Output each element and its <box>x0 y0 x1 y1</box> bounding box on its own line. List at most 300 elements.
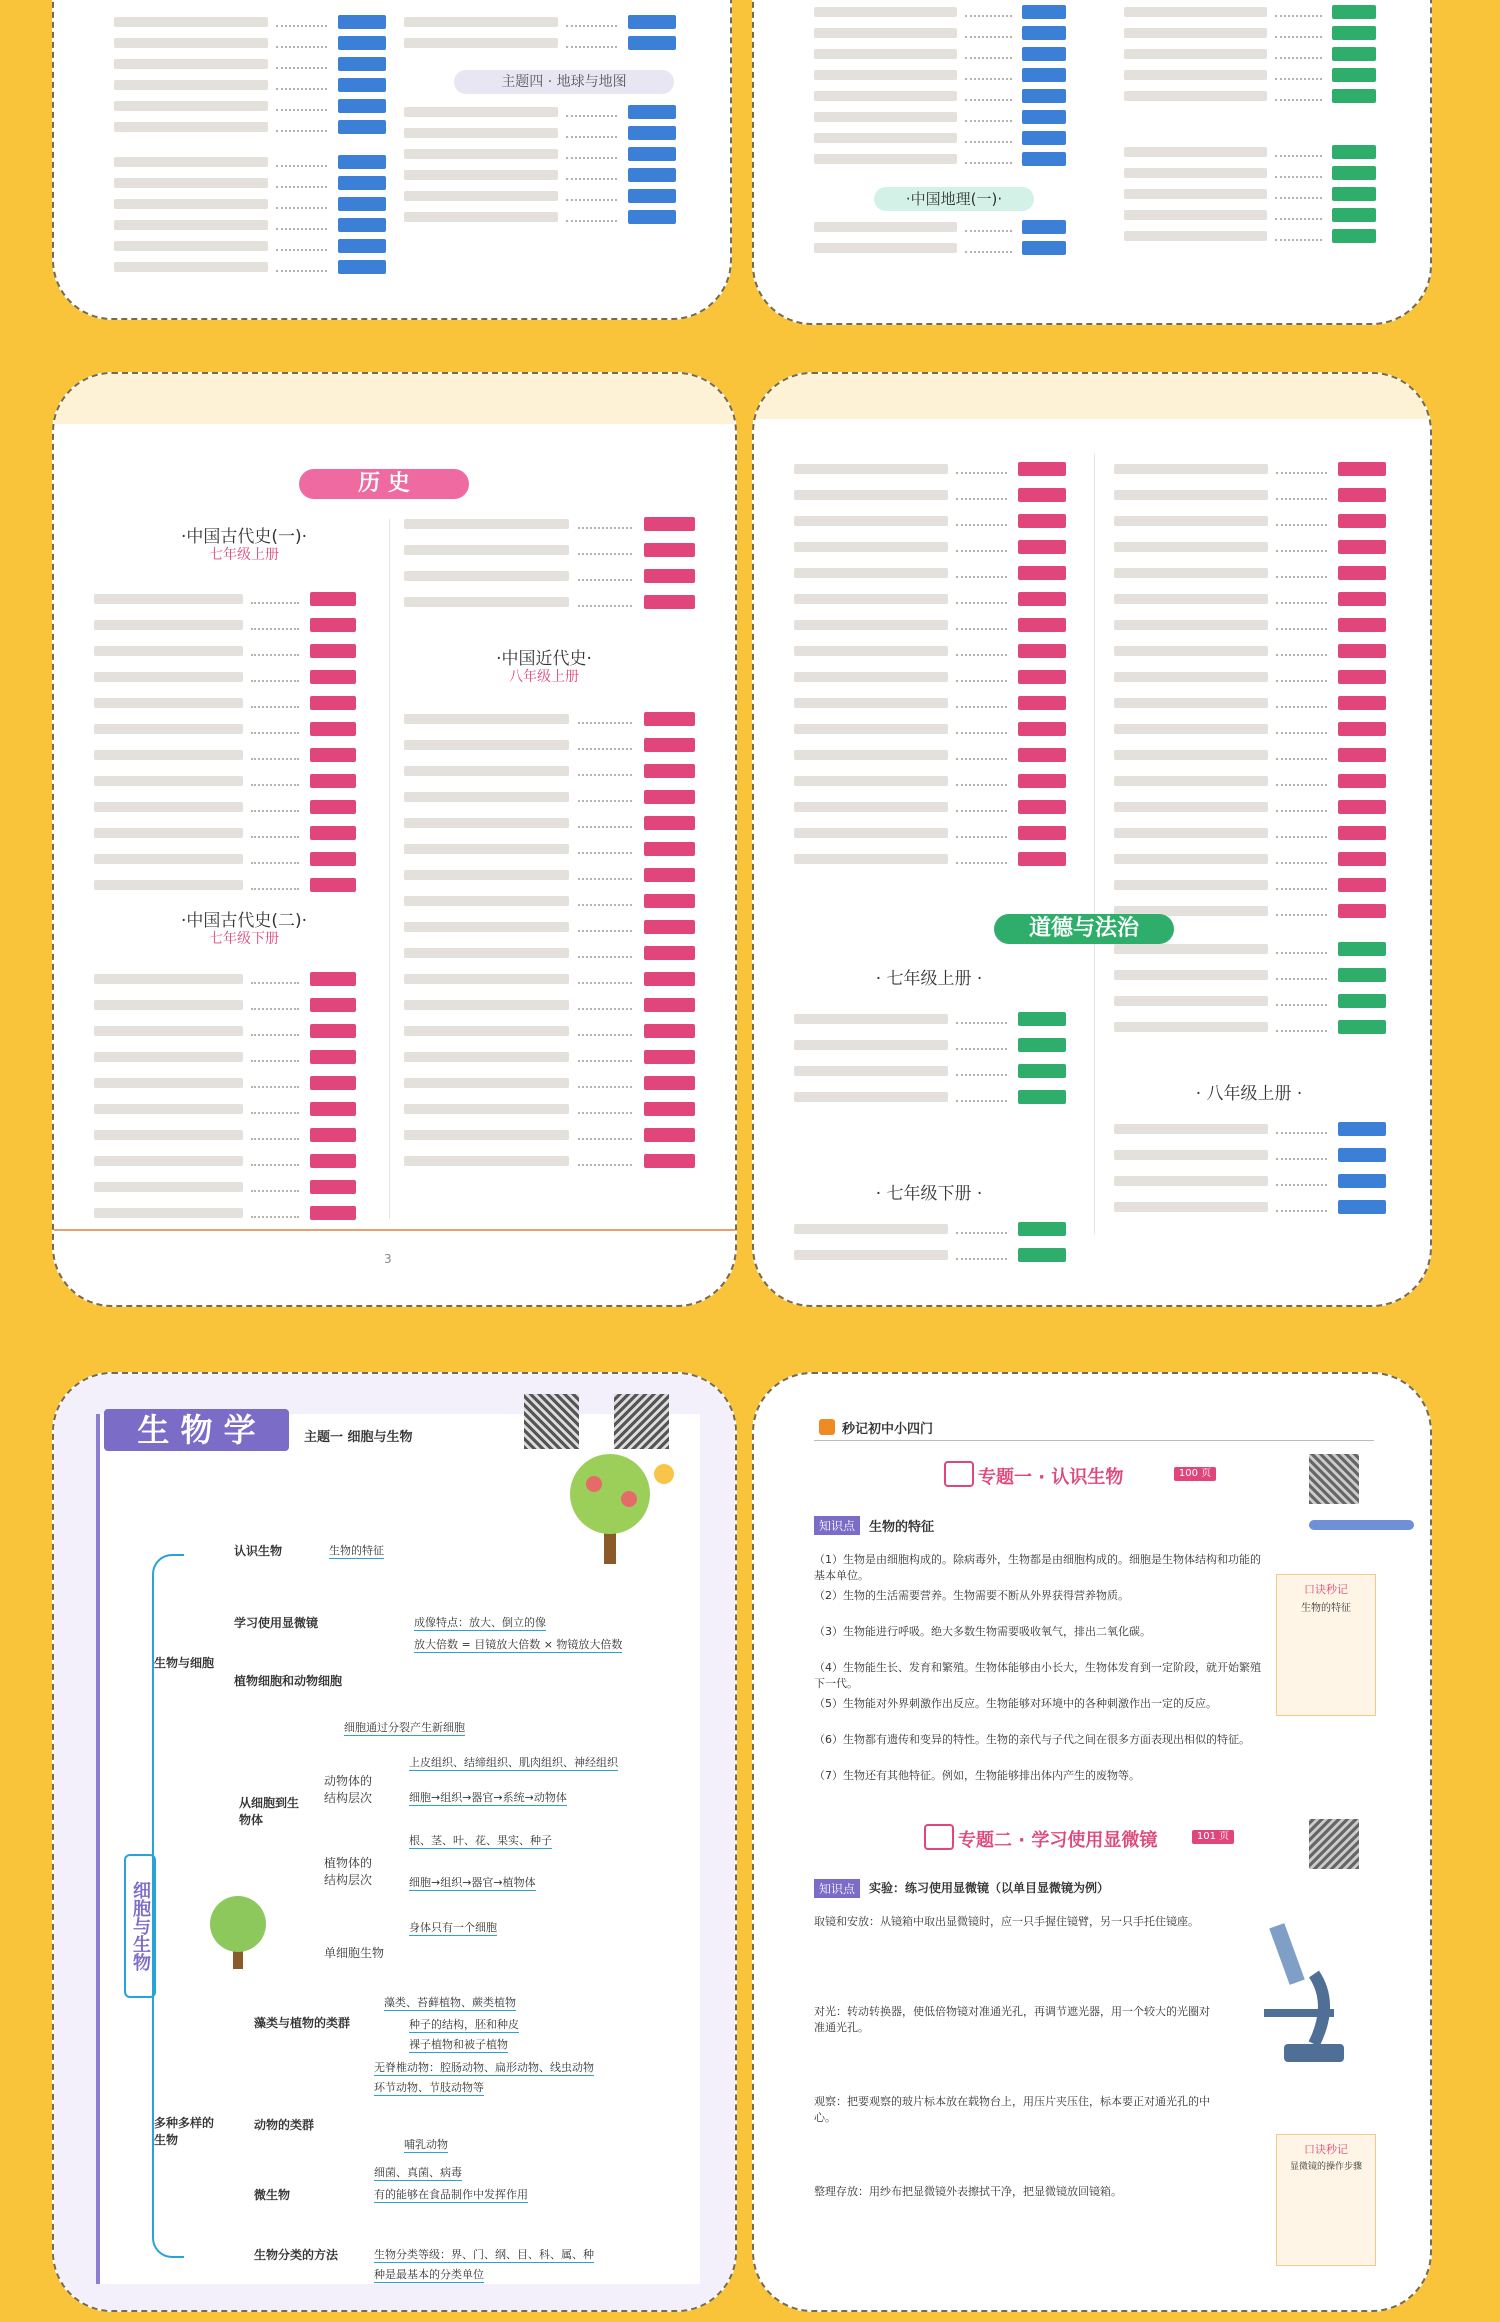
page-tag <box>644 738 695 752</box>
page-tag <box>1018 1222 1066 1236</box>
page-tag <box>1332 145 1376 159</box>
page-tag <box>338 239 386 253</box>
page-tag <box>1338 514 1386 528</box>
node-microbes: 微生物 <box>254 2188 291 2202</box>
page-tag <box>1018 826 1066 840</box>
biology-topic: 主题一 细胞与生物 <box>304 1430 413 1445</box>
entry-text <box>404 597 569 607</box>
entry-text <box>404 17 558 27</box>
page-tag <box>310 748 356 762</box>
page-tag <box>1338 1148 1386 1162</box>
entry-text <box>794 854 948 864</box>
entry-text <box>794 1092 948 1102</box>
entry-text <box>94 698 243 708</box>
page-tag <box>644 790 695 804</box>
page-tag <box>1338 670 1386 684</box>
entry-text <box>94 750 243 760</box>
entry-text <box>1114 568 1268 578</box>
entry-text <box>1124 231 1267 241</box>
entry-text <box>814 154 957 164</box>
entry-text <box>404 948 569 958</box>
entry-text <box>404 1156 569 1166</box>
mindmap-leaf: 根、茎、叶、花、果实、种子 <box>409 1834 552 1847</box>
history-title: 历 史 <box>299 469 469 499</box>
page-tag <box>1338 800 1386 814</box>
topic1-banner: 专题一 · 认识生物 100 页 <box>944 1459 1234 1489</box>
node-classification: 生物分类的方法 <box>254 2248 339 2262</box>
page-tag <box>644 972 695 986</box>
entry-text <box>1114 880 1268 890</box>
node-plant-animal-cells: 植物细胞和动物细胞 <box>234 1674 343 1688</box>
page-tag <box>1018 1038 1066 1052</box>
entry-text <box>794 490 948 500</box>
page-tag <box>310 1128 356 1142</box>
entry-text <box>114 178 268 188</box>
page-tag <box>1022 241 1066 255</box>
mindmap-leaf: 种是最基本的分类单位 <box>374 2268 484 2281</box>
page-tag <box>338 36 386 50</box>
qr-code-4[interactable] <box>1309 1819 1359 1869</box>
entry-text <box>1114 464 1268 474</box>
entry-text <box>94 724 243 734</box>
page-tag <box>1018 722 1066 736</box>
entry-text <box>1114 750 1268 760</box>
page-tag <box>628 126 676 140</box>
page-tag <box>1018 618 1066 632</box>
step-item: 对光：转动转换器，使低倍物镜对准通光孔，再调节遮光器，用一个较大的光圈对准通光孔。 <box>814 2005 1210 2034</box>
entry-text <box>794 1014 948 1024</box>
kp2-label: 知识点 <box>814 1879 860 1898</box>
mindmap-leaf: 放大倍数 = 目镜放大倍数 × 物镜放大倍数 <box>414 1638 623 1651</box>
mindmap-leaf: 有的能够在食品制作中发挥作用 <box>374 2188 528 2201</box>
page-tag <box>338 197 386 211</box>
node-plant-levels: 植物体的结构层次 <box>324 1856 373 1887</box>
small-tree-illustration <box>199 1884 279 1974</box>
china-geo-label: ·中国地理(一)· <box>874 187 1034 211</box>
page-tag <box>1332 68 1376 82</box>
entry-text <box>1124 28 1267 38</box>
feature-item: （2）生物的生活需要营养。生物需要不断从外界获得营养物质。 <box>814 1589 1129 1602</box>
entry-text <box>794 646 948 656</box>
page-tag <box>1338 618 1386 632</box>
entry-text <box>1114 1022 1268 1032</box>
feature-item: （7）生物还有其他特征。例如，生物能够排出体内产生的废物等。 <box>814 1769 1140 1782</box>
entry-text <box>1114 1124 1268 1134</box>
entry-text <box>114 59 268 69</box>
entry-text <box>94 1130 243 1140</box>
entry-text <box>94 594 243 604</box>
page-tag <box>1332 47 1376 61</box>
step-item: 整理存放：用纱布把显微镜外表擦拭干净，把显微镜放回镜箱。 <box>814 2185 1122 2198</box>
node-microscope: 学习使用显微镜 <box>234 1616 319 1630</box>
page-tag <box>1338 748 1386 762</box>
entry-text <box>94 1026 243 1036</box>
entry-text <box>1114 802 1268 812</box>
page-tag <box>310 696 356 710</box>
notes-header: 秒记初中小四门 <box>842 1422 934 1437</box>
page-tag <box>1018 670 1066 684</box>
page-tag <box>1338 592 1386 606</box>
entry-text <box>404 149 558 159</box>
entry-text <box>1124 70 1267 80</box>
page-tag <box>1332 229 1376 243</box>
entry-text <box>1114 828 1268 838</box>
mindmap-leaf: 生物的特征 <box>329 1544 384 1557</box>
entry-text <box>1114 1176 1268 1186</box>
entry-text <box>794 672 948 682</box>
kp1-title: 生物的特征 <box>869 1520 935 1535</box>
page-tag <box>628 105 676 119</box>
entry-text <box>114 157 268 167</box>
page-tag <box>1018 488 1066 502</box>
page-tag <box>310 1206 356 1220</box>
entry-text <box>1114 1150 1268 1160</box>
entry-text <box>404 1000 569 1010</box>
page-tag <box>1018 462 1066 476</box>
grade7a-label: · 七年级上册 · <box>875 969 983 989</box>
page-tag <box>1018 748 1066 762</box>
entry-text <box>404 1078 569 1088</box>
entry-text <box>114 262 268 272</box>
page-tag <box>644 1102 695 1116</box>
entry-text <box>404 870 569 880</box>
entry-text <box>814 91 957 101</box>
morality-title: 道德与法治 <box>994 914 1174 944</box>
entry-text <box>1114 724 1268 734</box>
page-tag <box>310 878 356 892</box>
page-tag <box>1018 800 1066 814</box>
page-tag <box>338 176 386 190</box>
top-right-card <box>752 0 1432 325</box>
branch-cell-to-organism: 从细胞到生物体 <box>239 1796 300 1827</box>
entry-text <box>814 7 957 17</box>
mindmap-leaf: 细胞通过分裂产生新细胞 <box>344 1721 465 1734</box>
feature-item: （1）生物是由细胞构成的。除病毒外，生物都是由细胞构成的。细胞是生物体结构和功能的基本单位。 <box>814 1553 1261 1582</box>
entry-text <box>404 519 569 529</box>
page-tag <box>628 168 676 182</box>
page-tag <box>338 78 386 92</box>
page-tag <box>644 868 695 882</box>
page-tag <box>338 120 386 134</box>
page-tag <box>1018 1012 1066 1026</box>
page-tag <box>338 57 386 71</box>
page-tag <box>310 670 356 684</box>
entry-text <box>114 101 268 111</box>
page-tag <box>1338 540 1386 554</box>
page-tag <box>310 826 356 840</box>
grade7b-label: · 七年级下册 · <box>875 1184 983 1204</box>
page-tag <box>644 1076 695 1090</box>
entry-text <box>404 896 569 906</box>
mindmap-leaf: 细菌、真菌、病毒 <box>374 2166 462 2179</box>
entry-text <box>794 568 948 578</box>
page-tag <box>644 1128 695 1142</box>
entry-text <box>404 1026 569 1036</box>
page-tag <box>1022 220 1066 234</box>
entry-text <box>404 1130 569 1140</box>
qr-code-2[interactable] <box>614 1394 669 1449</box>
entry-text <box>114 80 268 90</box>
entry-text <box>94 1052 243 1062</box>
node-recognize: 认识生物 <box>234 1544 283 1558</box>
page-tag <box>1022 5 1066 19</box>
entry-text <box>114 17 268 27</box>
page-tag <box>1338 1200 1386 1214</box>
entry-text <box>794 1250 948 1260</box>
page-tag <box>1022 131 1066 145</box>
page-tag <box>310 1180 356 1194</box>
entry-text <box>814 112 957 122</box>
page-tag <box>1332 89 1376 103</box>
page-tag <box>644 569 695 583</box>
entry-text <box>1124 210 1267 220</box>
entry-text <box>94 1000 243 1010</box>
page-number: 3 <box>384 1252 392 1266</box>
page-tag <box>1338 722 1386 736</box>
node-animal-groups: 动物的类群 <box>254 2118 315 2132</box>
entry-text <box>94 1104 243 1114</box>
entry-text <box>794 516 948 526</box>
entry-text <box>94 1078 243 1088</box>
feature-item: （4）生物能生长、发育和繁殖。生物体能够由小长大，生物体发育到一定阶段，就开始繁殖下一代。 <box>814 1661 1261 1690</box>
entry-text <box>1114 594 1268 604</box>
page-tag <box>1018 774 1066 788</box>
morality-card <box>752 372 1432 1307</box>
page-tag <box>1018 644 1066 658</box>
page-tag <box>644 920 695 934</box>
tree-illustration <box>544 1449 684 1569</box>
entry-text <box>404 212 558 222</box>
entry-text <box>1114 854 1268 864</box>
page-tag <box>628 189 676 203</box>
biology-mindmap-card <box>52 1372 737 2312</box>
entry-text <box>1114 620 1268 630</box>
page-tag <box>644 1024 695 1038</box>
entry-text <box>404 922 569 932</box>
topic2-banner: 专题二 · 学习使用显微镜 101 页 <box>924 1822 1244 1852</box>
page-tag <box>310 1154 356 1168</box>
entry-text <box>94 854 243 864</box>
branch-diverse-organisms: 多种多样的生物 <box>154 2116 215 2147</box>
page-tag <box>310 1076 356 1090</box>
page-tag <box>338 155 386 169</box>
step-item: 取镜和安放：从镜箱中取出显微镜时，应一只手握住镜臂，另一只手托住镜座。 <box>814 1915 1199 1928</box>
mindmap-leaf: 裸子植物和被子植物 <box>409 2038 508 2051</box>
entry-text <box>794 1224 948 1234</box>
entry-text <box>794 828 948 838</box>
mindmap-leaf: 细胞→组织→器官→植物体 <box>409 1876 536 1889</box>
page-tag <box>644 894 695 908</box>
entry-text <box>404 545 569 555</box>
top-left-card <box>52 0 732 320</box>
page-tag <box>628 36 676 50</box>
feature-item: （3）生物能进行呼吸。绝大多数生物需要吸收氧气，排出二氧化碳。 <box>814 1625 1151 1638</box>
entry-text <box>794 620 948 630</box>
entry-text <box>404 818 569 828</box>
page-tag <box>1018 696 1066 710</box>
page-tag <box>1332 166 1376 180</box>
book-icon <box>819 1419 835 1435</box>
entry-text <box>1114 776 1268 786</box>
entry-text <box>1124 189 1267 199</box>
ancient-two-title: ·中国古代史(二)· <box>180 911 308 931</box>
entry-text <box>404 714 569 724</box>
mindmap-leaf: 哺乳动物 <box>404 2138 448 2151</box>
page-tag <box>1338 852 1386 866</box>
mindmap-leaf: 藻类、苔藓植物、蕨类植物 <box>384 1996 516 2009</box>
page-tag <box>1332 187 1376 201</box>
kp1-label: 知识点 <box>814 1516 860 1535</box>
page-tag <box>310 644 356 658</box>
page-tag <box>310 722 356 736</box>
entry-text <box>794 1040 948 1050</box>
page-tag <box>1338 566 1386 580</box>
side-box-2: 口诀秒记 显微镜的操作步骤 <box>1276 2134 1376 2266</box>
step-item: 观察：把要观察的玻片标本放在载物台上，用压片夹压住，标本要正对通光孔的中心。 <box>814 2095 1210 2124</box>
page-tag <box>1338 942 1386 956</box>
page-tag <box>644 712 695 726</box>
page-tag <box>1022 68 1066 82</box>
node-algae-plants: 藻类与植物的类群 <box>254 2016 351 2030</box>
page-tag <box>310 1024 356 1038</box>
page-tag <box>1338 462 1386 476</box>
page-tag <box>1332 26 1376 40</box>
entry-text <box>1124 49 1267 59</box>
page-tag <box>644 1050 695 1064</box>
entry-text <box>1114 1202 1268 1212</box>
entry-text <box>404 844 569 854</box>
entry-text <box>94 880 243 890</box>
page-tag <box>310 800 356 814</box>
history-card <box>52 372 737 1307</box>
page-tag <box>644 1154 695 1168</box>
entry-text <box>404 170 558 180</box>
biology-notes-card <box>752 1372 1432 2312</box>
entry-text <box>1114 490 1268 500</box>
page-tag <box>1338 968 1386 982</box>
entry-text <box>94 1156 243 1166</box>
feature-item: （5）生物能对外界刺激作出反应。生物能够对环境中的各种刺激作出一定的反应。 <box>814 1697 1217 1710</box>
entry-text <box>814 49 957 59</box>
page-tag <box>644 998 695 1012</box>
entry-text <box>94 646 243 656</box>
page-tag <box>644 816 695 830</box>
page-tag <box>1338 994 1386 1008</box>
entry-text <box>114 122 268 132</box>
entry-text <box>114 199 268 209</box>
entry-text <box>794 750 948 760</box>
entry-text <box>814 243 957 253</box>
entry-text <box>94 620 243 630</box>
page-tag <box>1338 696 1386 710</box>
page-tag <box>628 15 676 29</box>
entry-text <box>1114 516 1268 526</box>
entry-text <box>404 1104 569 1114</box>
page-tag <box>644 842 695 856</box>
page-tag <box>1018 514 1066 528</box>
page-tag <box>1018 1090 1066 1104</box>
entry-text <box>794 464 948 474</box>
entry-text <box>404 1052 569 1062</box>
page-tag <box>1022 26 1066 40</box>
kp2-title: 实验：练习使用显微镜（以单目显微镜为例） <box>869 1881 1110 1895</box>
mindmap-leaf: 身体只有一个细胞 <box>409 1921 497 1934</box>
page-tag <box>1338 488 1386 502</box>
page-tag <box>1018 852 1066 866</box>
entry-text <box>404 107 558 117</box>
entry-text <box>404 128 558 138</box>
page-tag <box>338 99 386 113</box>
entry-text <box>404 792 569 802</box>
page-tag <box>310 972 356 986</box>
entry-text <box>94 672 243 682</box>
page-tag <box>1018 540 1066 554</box>
entry-text <box>94 776 243 786</box>
page-tag <box>310 1050 356 1064</box>
node-animal-levels: 动物体的结构层次 <box>324 1774 373 1805</box>
mindmap-root: 细胞与生物 <box>124 1854 156 1998</box>
mindmap-leaf: 种子的结构，胚和种皮 <box>409 2018 519 2031</box>
page-tag <box>1338 1020 1386 1034</box>
microscope-icon <box>944 1461 974 1487</box>
page-tag <box>1338 904 1386 918</box>
mindmap-leaf: 生物分类等级：界、门、纲、目、科、属、种 <box>374 2248 594 2261</box>
ancient-two-grade: 七年级下册 <box>209 931 279 947</box>
side-box-1: 口诀秒记 生物的特征 <box>1276 1574 1376 1716</box>
entry-text <box>94 828 243 838</box>
page-tag <box>1018 1064 1066 1078</box>
page-tag <box>628 210 676 224</box>
entry-text <box>1114 542 1268 552</box>
biology-title: 生 物 学 <box>104 1409 289 1451</box>
entry-text <box>794 594 948 604</box>
page-tag <box>338 218 386 232</box>
page-tag <box>338 15 386 29</box>
entry-text <box>794 542 948 552</box>
page-tag <box>644 543 695 557</box>
page-tag <box>338 260 386 274</box>
qr-code-3[interactable] <box>1309 1454 1359 1504</box>
entry-text <box>794 724 948 734</box>
entry-text <box>794 802 948 812</box>
entry-text <box>814 222 957 232</box>
page-tag <box>1022 152 1066 166</box>
page-tag <box>1338 878 1386 892</box>
mindmap-leaf: 上皮组织、结缔组织、肌肉组织、神经组织 <box>409 1756 618 1769</box>
entry-text <box>404 38 558 48</box>
page-tag <box>1018 592 1066 606</box>
ancient-one-grade: 七年级上册 <box>209 547 279 563</box>
modern-grade: 八年级上册 <box>509 669 579 685</box>
entry-text <box>1114 672 1268 682</box>
node-single-cell: 单细胞生物 <box>324 1946 385 1960</box>
page-tag <box>644 946 695 960</box>
theme-four-label: 主题四 · 地球与地图 <box>454 70 674 94</box>
page-tag <box>1022 89 1066 103</box>
entry-text <box>814 28 957 38</box>
entry-text <box>794 776 948 786</box>
page-tag <box>1338 774 1386 788</box>
entry-text <box>94 1182 243 1192</box>
entry-text <box>1124 91 1267 101</box>
entry-text <box>114 38 268 48</box>
qr-code-1[interactable] <box>524 1394 579 1449</box>
entry-text <box>94 974 243 984</box>
entry-text <box>1114 996 1268 1006</box>
entry-text <box>114 220 268 230</box>
page-tag <box>1332 208 1376 222</box>
entry-text <box>94 802 243 812</box>
